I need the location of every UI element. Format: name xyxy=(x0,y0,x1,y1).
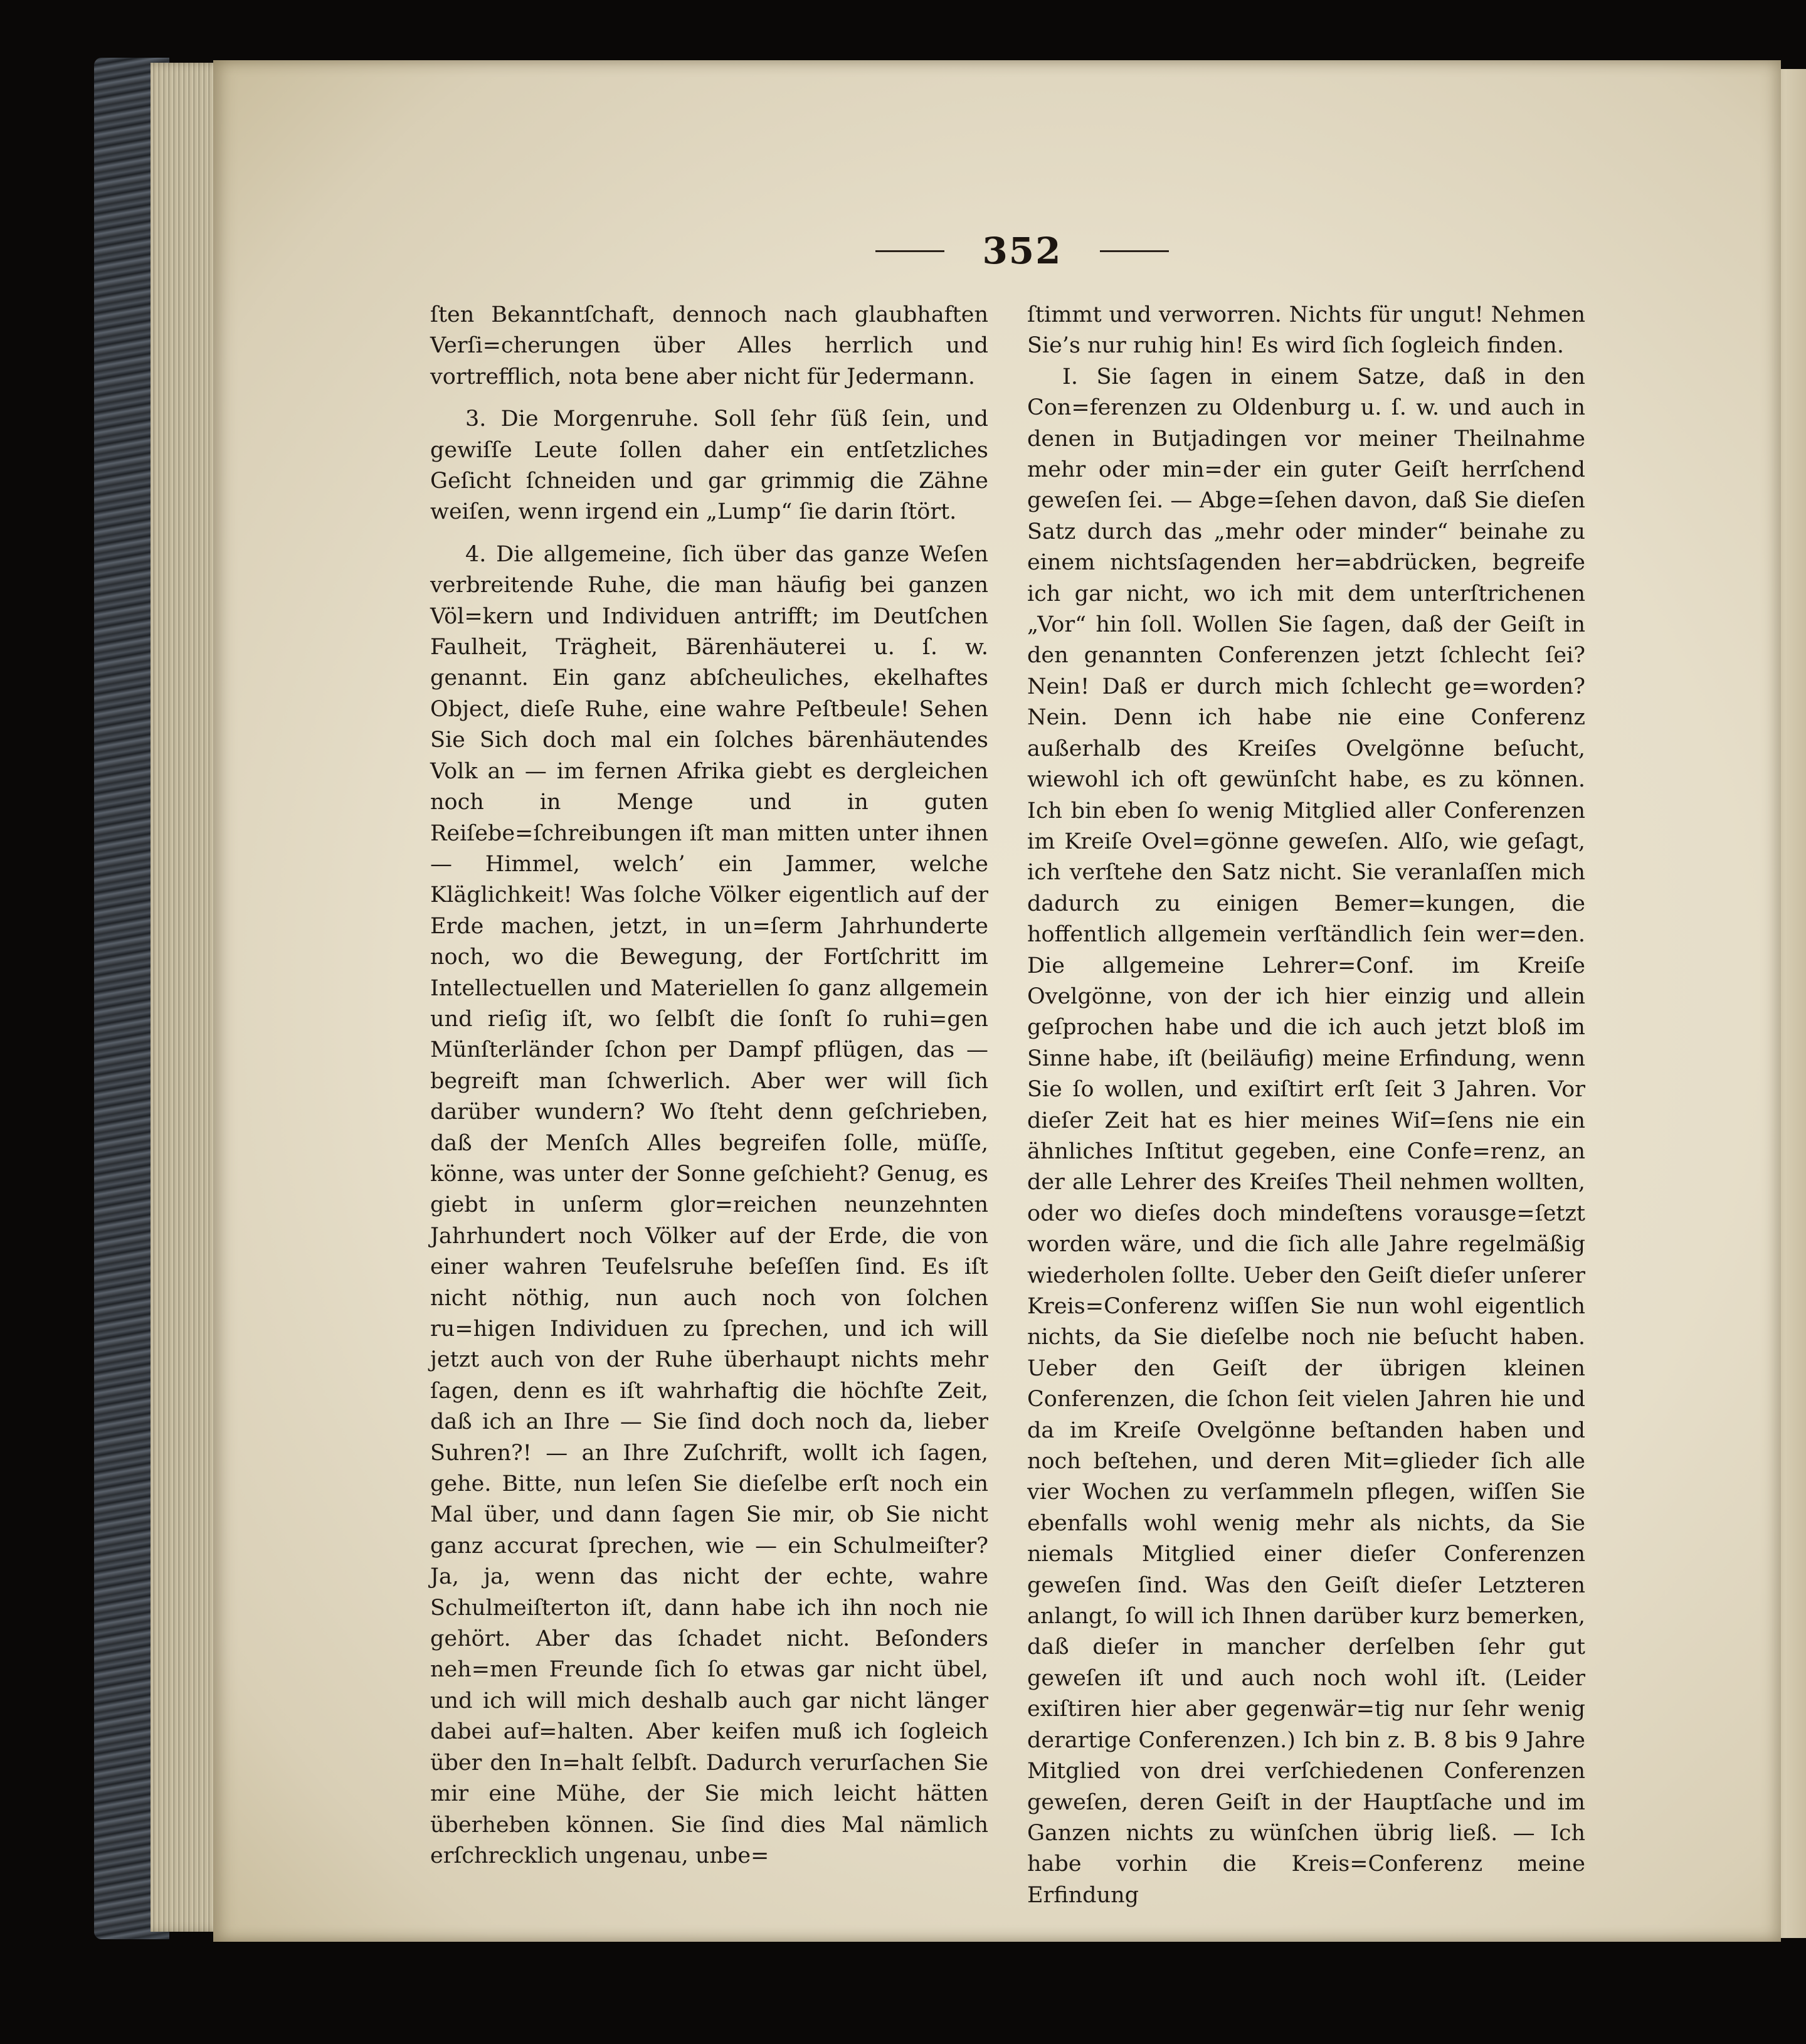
header-rule-right xyxy=(1100,250,1169,252)
page-header xyxy=(847,223,1198,279)
text-column-left xyxy=(430,300,988,1872)
page-number: 352 xyxy=(982,230,1062,272)
paragraph: I. Sie ſagen in einem Satze, daß in den Con=ferenzen zu Oldenburg u. ſ. w. und auch in denen in Butjadingen vor meiner Theilnahme mehr oder min=der ein guter Geiſt herrſchend geweſen ſei. — Abge=ſehen davon, daß Sie dieſen Satz durch das „mehr oder minder“ beinahe zu einem nichtsſagenden her=abdrücken, begreife ich gar nicht, wo ich mit dem unterſtrichenen „Vor“ hin ſoll. Wollen Sie ſagen, daß der Geiſt in den genannten Conferenzen jetzt ſchlecht ſei? Nein! Daß er durch mich ſchlecht ge=worden? Nein. Denn ich habe nie eine Conferenz außerhalb des Kreiſes Ovelgönne beſucht, wiewohl ich oft gewünſcht habe, es zu können. Ich bin eben ſo wenig Mitglied aller Conferenzen im Kreiſe Ovel=gönne geweſen. Alſo, wie geſagt, ich verſtehe den Satz nicht. Sie veranlaſſen mich dadurch zu einigen Bemer=kungen, die hoffentlich allgemein verſtändlich ſein wer=den. Die allgemeine Lehrer=Conf. im Kreiſe Ovelgönne, von der ich hier einzig und allein geſprochen habe und die ich auch jetzt bloß im Sinne habe, iſt (beiläufig) meine Erfindung, wenn Sie ſo wollen, und exiſtirt erſt ſeit 3 Jahren. Vor dieſer Zeit hat es hier meines Wiſ=ſens nie ein ähnliches Inſtitut gegeben, eine Confe=renz, an der alle Lehrer des Kreiſes Theil nehmen wollten, oder wo dieſes doch mindeſtens vorausge=ſetzt worden wäre, und die ſich alle Jahre regelmäßig wiederholen ſollte. Ueber den Geiſt dieſer unſerer Kreis=Conferenz wiſſen Sie nun wohl eigentlich nichts, da Sie dieſelbe noch nie beſucht haben. Ueber den Geiſt der übrigen kleinen Conferenzen, die ſchon ſeit vielen Jahren hie und da im Kreiſe Ovelgönne beſtanden haben und noch beſtehen, und deren Mit=glieder ſich alle vier Wochen zu verſammeln pflegen, wiſſen Sie ebenfalls wohl wenig mehr als nichts, da Sie niemals Mitglied einer dieſer Conferenzen geweſen ſind. Was den Geiſt dieſer Letzteren anlangt, ſo will ich Ihnen darüber kurz bemerken, daß dieſer in mancher derſelben ſehr gut geweſen iſt und auch noch wohl iſt. (Leider exiſtiren hier aber gegenwär=tig nur ſehr wenig derartige Conferenzen.) Ich bin z. B. 8 bis 9 Jahre Mitglied von drei verſchiedenen Conferenzen geweſen, deren Geiſt in der Hauptſache und im Ganzen nichts zu wünſchen übrig ließ. — Ich habe vorhin die Kreis=Conferenz meine Erfindung xyxy=(1027,364,1585,1908)
text-column-right xyxy=(1027,300,1585,1911)
header-rule-left xyxy=(875,250,944,252)
paragraph: ſtimmt und verworren. Nichts für ungut! Nehmen Sie’s nur ruhig hin! Es wird ſich ſogleich finden. xyxy=(1027,302,1585,359)
paragraph: 3. Die Morgenruhe. Soll ſehr ſüß ſein, und gewiſſe Leute ſollen daher ein entſetzliches Geſicht ſchneiden und gar grimmig die Zähne weiſen, wenn irgend ein „Lump“ ſie darin ſtört. xyxy=(430,406,988,525)
paragraph: ſten Bekanntſchaft, dennoch nach glaubhaften Verſi=cherungen über Alles herrlich und vortrefflich, nota bene aber nicht für Jedermann. xyxy=(430,302,988,389)
paragraph: 4. Die allgemeine, ſich über das ganze Weſen verbreitende Ruhe, die man häufig bei ganzen Völ=kern und Individuen antrifft; im Deutſchen Faulheit, Trägheit, Bärenhäuterei u. ſ. w. genannt. Ein ganz abſcheuliches, ekelhaftes Object, dieſe Ruhe, eine wahre Peſtbeule! Sehen Sie Sich doch mal ein ſolches bärenhäutendes Volk an — im fernen Afrika giebt es dergleichen noch in Menge und in guten Reiſebe=ſchreibungen iſt man mitten unter ihnen — Himmel, welch’ ein Jammer, welche Kläglichkeit! Was ſolche Völker eigentlich auf der Erde machen, jetzt, in un=ſerm Jahrhunderte noch, wo die Bewegung, der Fortſchritt im Intellectuellen und Materiellen ſo ganz allgemein und rieſig iſt, wo ſelbſt die ſonſt ſo ruhi=gen Münſterländer ſchon per Dampf pflügen, das — begreift man ſchwerlich. Aber wer will ſich darüber wundern? Wo ſteht denn geſchrieben, daß der Menſch Alles begreifen ſolle, müſſe, könne, was unter der Sonne geſchieht? Genug, es giebt in unſerm glor=reichen neunzehnten Jahrhundert noch Völker auf der Erde, die von einer wahren Teufelsruhe beſeſſen ſind. Es iſt nicht nöthig, nun auch noch von ſolchen ru=higen Individuen zu ſprechen, und ich will jetzt auch von der Ruhe überhaupt nichts mehr ſagen, denn es iſt wahrhaftig die höchſte Zeit, daß ich an Ihre — Sie ſind doch noch da, lieber Suhren?! — an Ihre Zuſchrift, wollt ich ſagen, gehe. Bitte, nun leſen Sie dieſelbe erſt noch ein Mal über, und dann ſagen Sie mir, ob Sie nicht ganz accurat ſprechen, wie — ein Schulmeiſter? Ja, ja, wenn das nicht der echte, wahre Schulmeiſterton iſt, dann habe ich ihn noch nie gehört. Aber das ſchadet nicht. Beſonders neh=men Freunde ſich ſo etwas gar nicht übel, und ich will mich deshalb auch gar nicht länger dabei auf=halten. Aber keifen muß ich ſogleich über den In=halt ſelbſt. Dadurch verurſachen Sie mir eine Mühe, der Sie mich leicht hätten überheben können. Sie ſind dies Mal nämlich erſchrecklich ungenau, unbe= xyxy=(430,541,988,1868)
